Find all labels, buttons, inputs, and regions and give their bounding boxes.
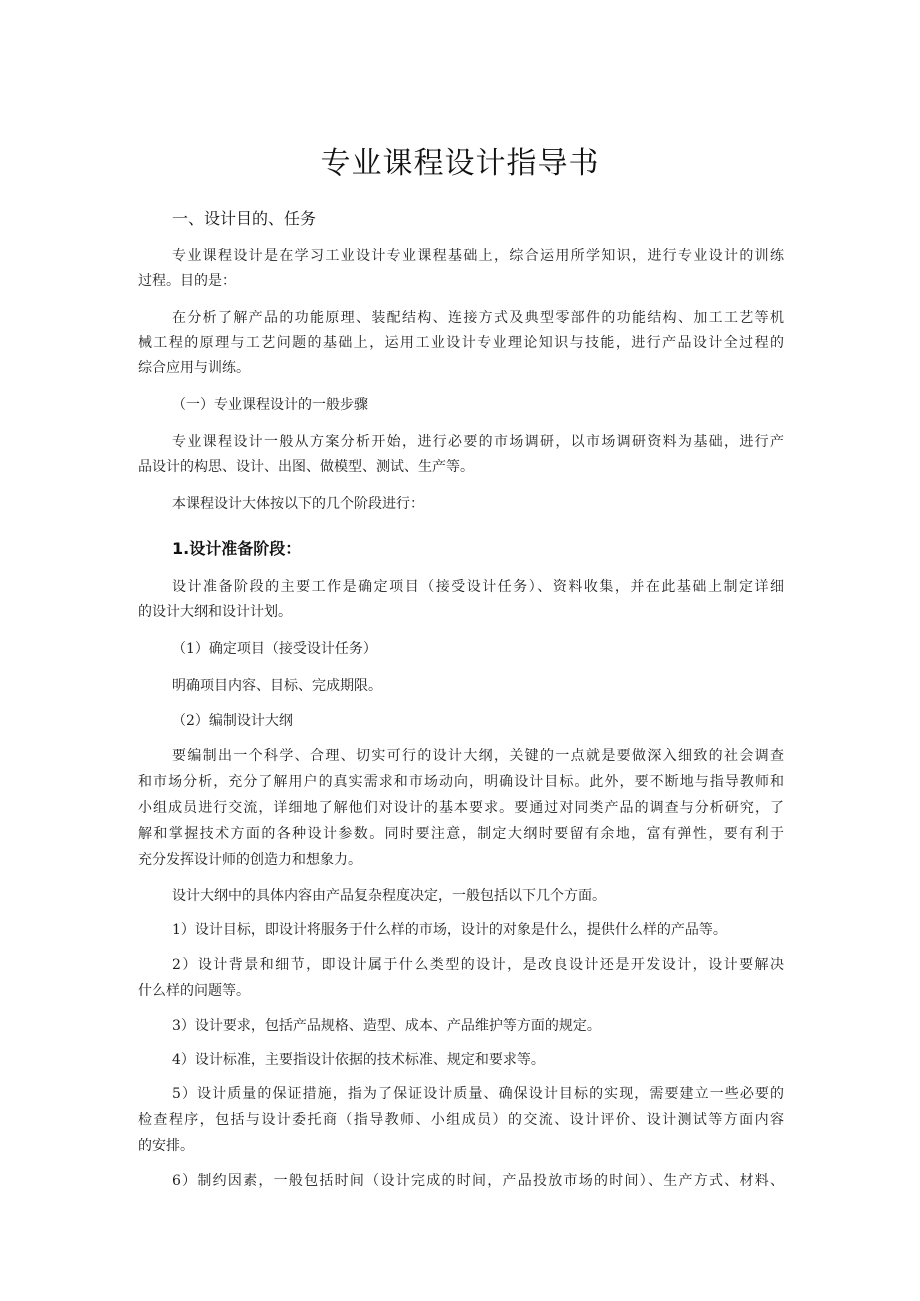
paragraph-line: 的安排。 [138,1138,194,1154]
paragraph-line: 小组成员进行交流，详细地了解他们对设计的基本要求。要通过对同类产品的调查与分析研究，了 [138,800,784,816]
paragraph-line: 什么样的问题等。 [138,983,250,999]
paragraph-line: 品设计的构思、设计、出图、做模型、测试、生产等。 [138,459,474,475]
paragraph-line: 的设计大纲和设计计划。 [138,604,292,620]
paragraph-line: 本课程设计大体按以下的几个阶段进行： [172,496,424,512]
section-heading-purpose: 一、设计目的、任务 [172,209,317,228]
paragraph-line: 过程。目的是： [138,273,236,289]
paragraph-line: 专业课程设计一般从方案分析开始，进行必要的市场调研，以市场调研资料为基础，进行产 [172,434,784,450]
paragraph-line: 充分发挥设计师的创造力和想象力。 [138,852,362,868]
list-item-heading: （2）编制设计大纲 [172,713,293,729]
paragraph-line: 明确项目内容、目标、完成期限。 [172,678,382,694]
paragraph-line: 检查程序，包括与设计委托商（指导教师、小组成员）的交流、设计评价、设计测试等方面内容 [138,1112,784,1128]
stage-heading: 1.设计准备阶段： [172,539,302,558]
paragraph-line: 和市场分析，充分了解用户的真实需求和市场动向，明确设计目标。此外，要不断地与指导教师和 [138,774,784,790]
paragraph-line: 要编制出一个科学、合理、切实可行的设计大纲，关键的一点就是要做深入细致的社会调查 [172,748,784,764]
paragraph-line: 专业课程设计是在学习工业设计专业课程基础上，综合运用所学知识，进行专业设计的训练 [172,248,784,264]
paragraph-line: 设计大纲中的具体内容由产品复杂程度决定，一般包括以下几个方面。 [172,888,606,904]
paragraph-line: 解和掌握技术方面的各种设计参数。同时要注意，制定大纲时要留有余地，富有弹性，要有利于 [138,826,784,842]
list-item: 6）制约因素，一般包括时间（设计完成的时间，产品投放市场的时间）、生产方式、材料、 [172,1173,784,1189]
paragraph-line: 械工程的原理与工艺问题的基础上，运用工业设计专业理论知识与技能，进行产品设计全过程的 [138,335,784,351]
paragraph-line: 综合应用与训练。 [138,360,250,376]
document-title: 专业课程设计指导书 [320,146,600,181]
paragraph-line: 设计准备阶段的主要工作是确定项目（接受设计任务）、资料收集，并在此基础上制定详细 [172,579,784,595]
list-item: 4）设计标准，主要指设计依据的技术标准、规定和要求等。 [172,1052,545,1068]
list-item: 5）设计质量的保证措施，指为了保证设计质量、确保设计目标的实现，需要建立一些必要的 [172,1086,784,1102]
subsection-heading: （一）专业课程设计的一般步骤 [172,397,368,413]
list-item-heading: （1）确定项目（接受设计任务） [172,641,377,657]
paragraph-line: 在分析了解产品的功能原理、装配结构、连接方式及典型零部件的功能结构、加工工艺等机 [172,310,784,326]
list-item: 1）设计目标，即设计将服务于什么样的市场，设计的对象是什么，提供什么样的产品等。 [172,922,727,938]
list-item: 2）设计背景和细节，即设计属于什么类型的设计，是改良设计还是开发设计，设计要解决 [172,957,784,973]
list-item: 3）设计要求，包括产品规格、造型、成本、产品维护等方面的规定。 [172,1018,601,1034]
